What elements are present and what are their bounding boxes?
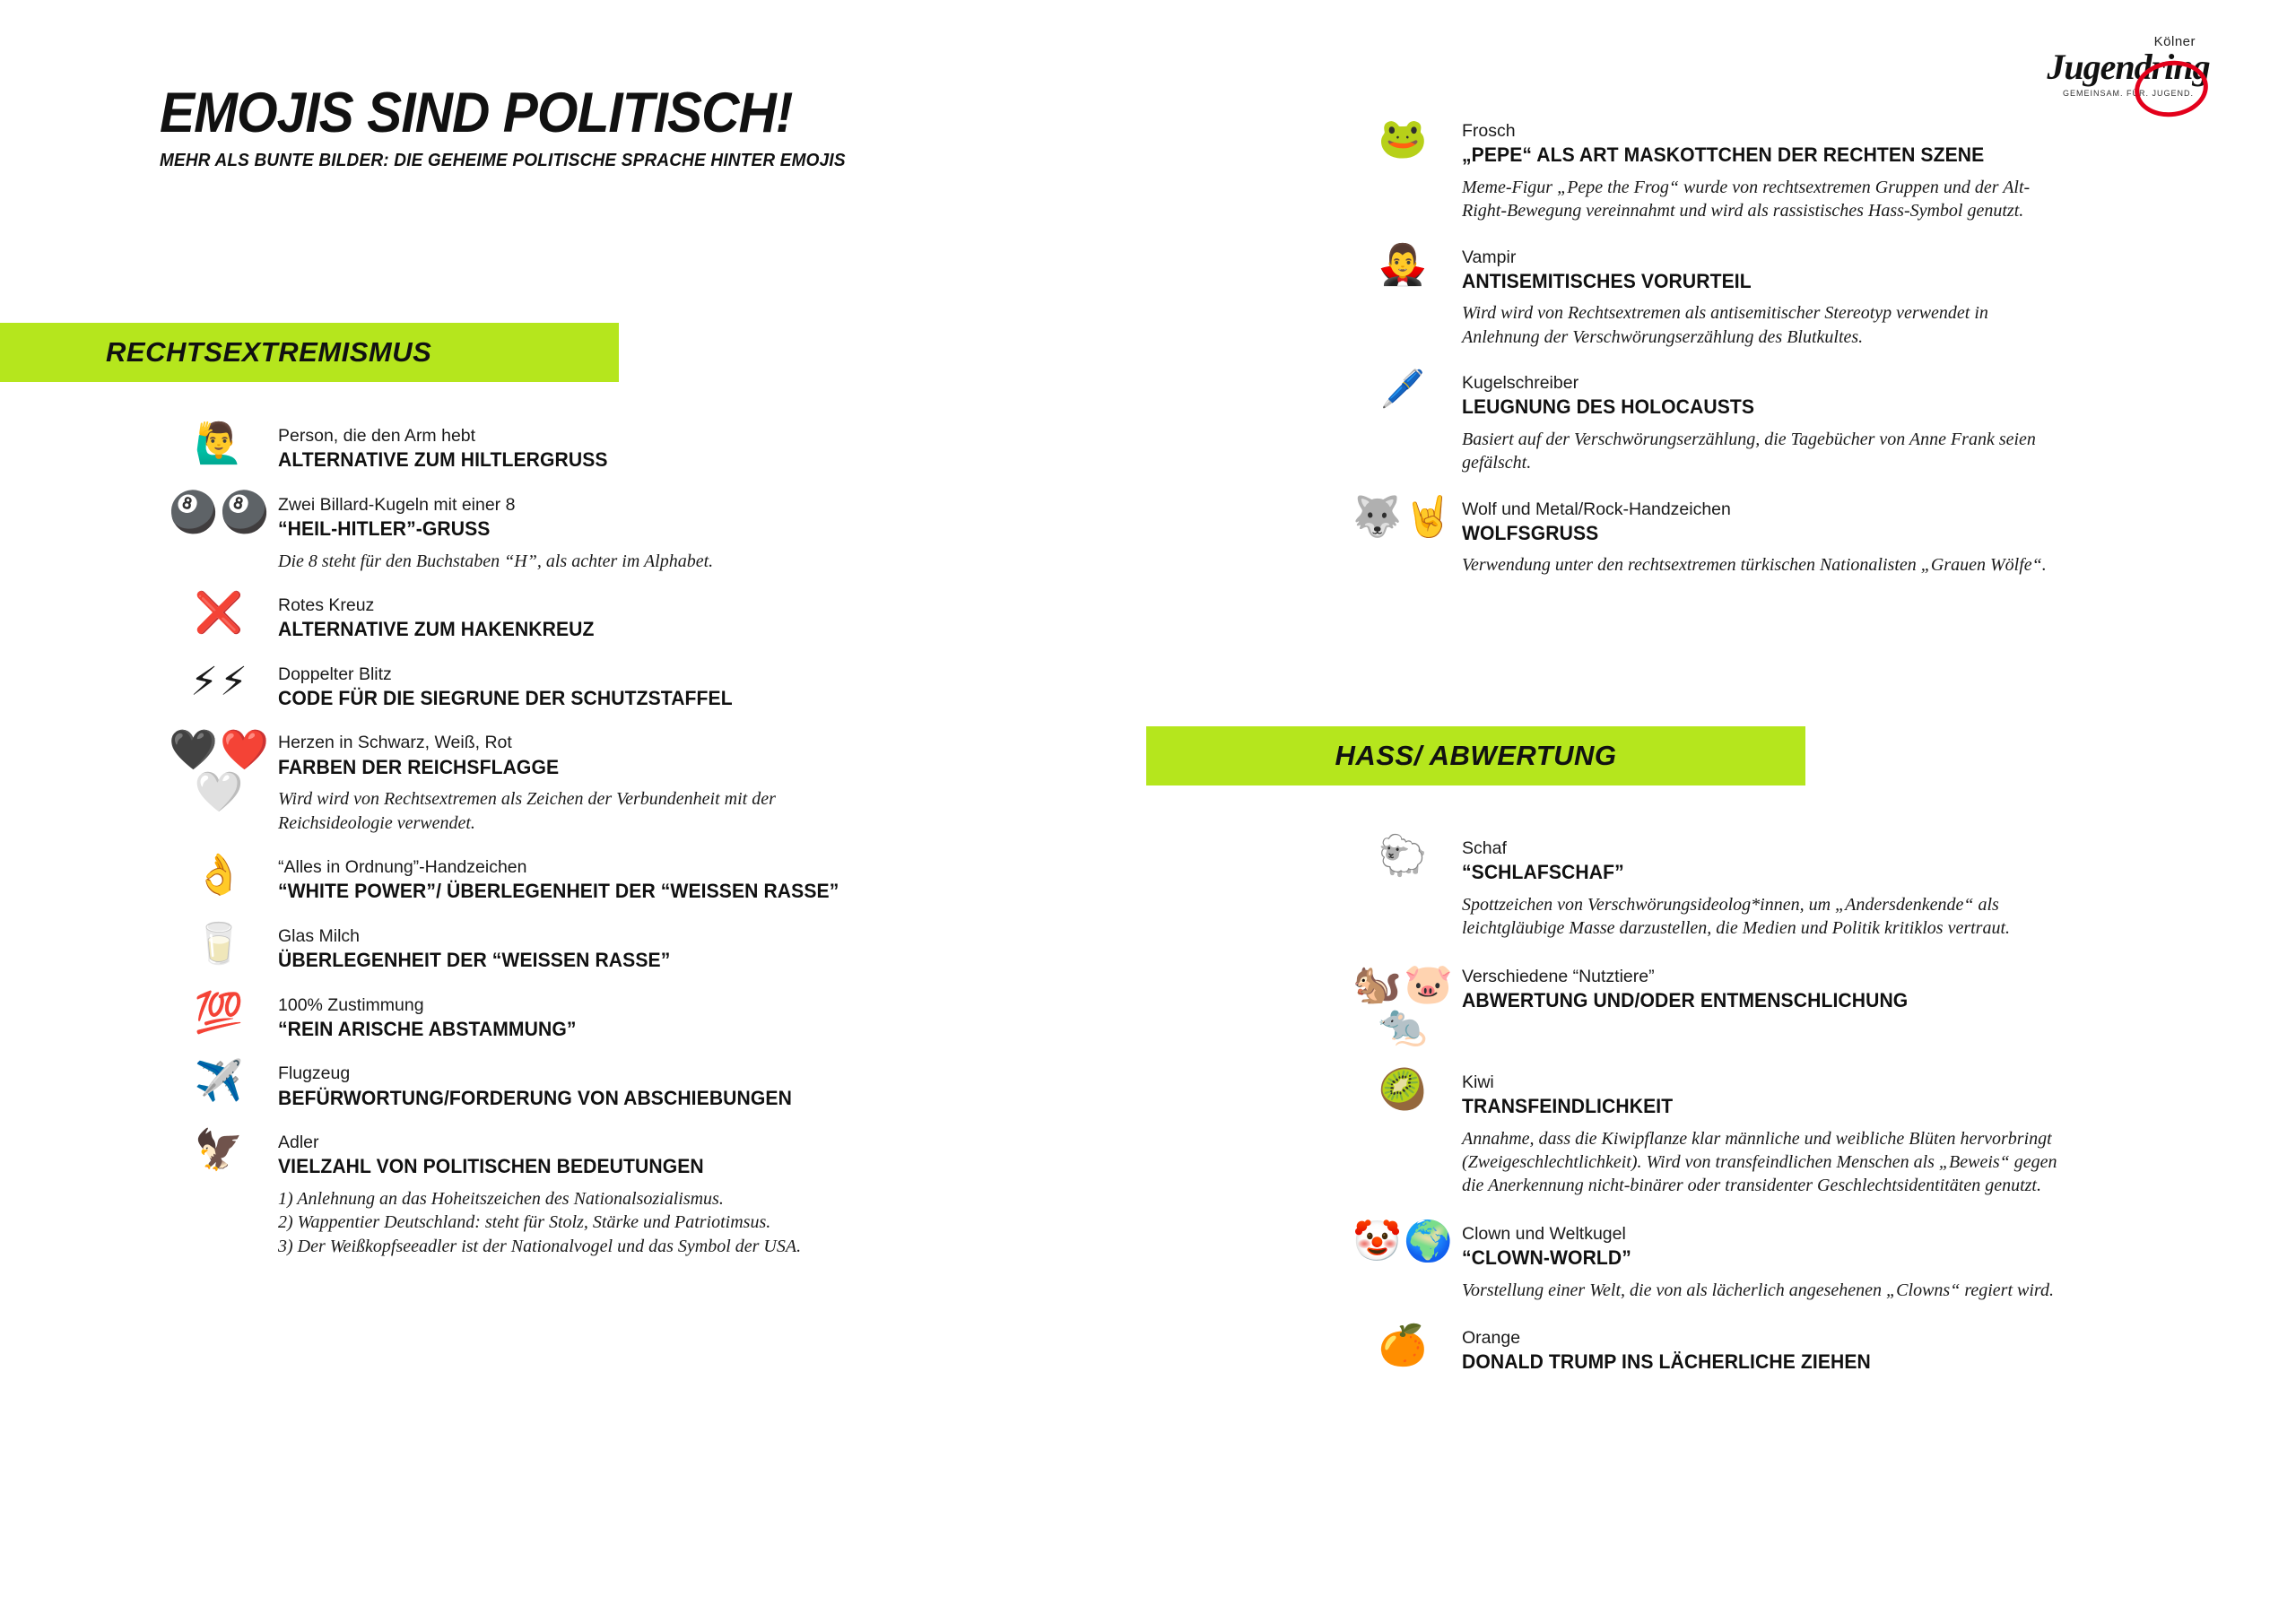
emoji-glyph-airplane: ✈️: [194, 1058, 246, 1105]
emoji-description: Annahme, dass die Kiwipflanze klar männliche und weibliche Blüten hervorbringt (Zweigeschlechtlichkeit). Wird von transfeindlichen Menschen als „Beweis“ gegen die Anerkennung nicht-binärer oder transidenter Geschlechtsidentitäten genutzt.: [1462, 1128, 2057, 1196]
emoji-name: Adler: [278, 1133, 319, 1153]
emoji-name: Verschiedene “Nutztiere”: [1462, 966, 1655, 986]
emoji-name: Flugzeug: [278, 1063, 351, 1084]
emoji-description: Wird wird von Rechtsextremen als Zeichen der Verbundenheit mit der Reichsideologie verwendet.: [278, 789, 776, 833]
emoji-meaning: “CLOWN-WORLD”: [1462, 1246, 1631, 1270]
emoji-meaning: „PEPE“ ALS ART MASKOTTCHEN DER RECHTEN SZENE: [1462, 143, 1985, 167]
emoji-entry: [161, 591, 1058, 642]
emoji-entry: [161, 991, 1058, 1042]
emoji-entry: [1345, 1068, 2242, 1198]
emoji-entry: [1345, 962, 2242, 1046]
emoji-entry: [161, 922, 1058, 973]
entry-list-rechtsextremismus-left: [161, 421, 1058, 1276]
emoji-meaning: “SCHLAFSCHAF”: [1462, 861, 1624, 884]
emoji-entry: [161, 853, 1058, 904]
emoji-meaning: VIELZAHL VON POLITISCHEN BEDEUTUNGEN: [278, 1155, 704, 1178]
emoji-name: Orange: [1462, 1328, 1521, 1349]
emoji-meaning: “HEIL-HITLER”-GRUSS: [278, 517, 491, 541]
emoji-entry: [1345, 243, 2242, 350]
emoji-entry: [161, 1128, 1058, 1258]
emoji-glyph-kiwi: 🥝: [1378, 1066, 1430, 1113]
emoji-name: Frosch: [1462, 121, 1516, 141]
emoji-name: Herzen in Schwarz, Weiß, Rot: [278, 733, 512, 753]
entry-list-hass-abwertung: [1345, 834, 2242, 1396]
emoji-glyph-sheep: 🐑: [1378, 833, 1430, 879]
page-subtitle: MEHR ALS BUNTE BILDER: DIE GEHEIME POLITISCHE SPRACHE HINTER EMOJIS: [160, 151, 846, 170]
emoji-glyph-wolf-and-horns: 🐺🤘: [1352, 493, 1455, 540]
emoji-entry: [1345, 1324, 2242, 1375]
emoji-description: 1) Anlehnung an das Hoheitszeichen des Nationalsozialismus. 2) Wappentier Deutschland: steht für Stolz, Stärke und Patriotimsus. 3) Der Weißkopfseeadler ist der Nationalvogel und das Symbol der USA.: [278, 1188, 802, 1256]
emoji-entry: [161, 660, 1058, 711]
emoji-name: “Alles in Ordnung”-Handzeichen: [278, 857, 527, 877]
emoji-name: Person, die den Arm hebt: [278, 426, 476, 446]
emoji-description: Spottzeichen von Verschwörungsideolog*innen, um „Andersdenkende“ als leichtgläubige Masse darzustellen, die Medien und Politik kritiklos vertraut.: [1462, 894, 2010, 939]
emoji-name: 100% Zustimmung: [278, 994, 424, 1015]
emoji-glyph-frog: 🐸: [1378, 116, 1430, 161]
emoji-entry: [1345, 369, 2242, 475]
emoji-glyph-glass-of-milk: 🥛: [194, 920, 246, 967]
emoji-name: Kugelschreiber: [1462, 373, 1579, 394]
emoji-description: Wird wird von Rechtsextremen als antisemitischer Stereotyp verwendet in Anlehnung der Verschwörungserzählung des Blutkultes.: [1462, 303, 1988, 347]
emoji-name: Doppelter Blitz: [278, 664, 392, 684]
emoji-entry: [1345, 834, 2242, 941]
emoji-name: Clown und Weltkugel: [1462, 1223, 1626, 1244]
emoji-entry: [161, 421, 1058, 473]
emoji-meaning: DONALD TRUMP INS LÄCHERLICHE ZIEHEN: [1462, 1350, 1871, 1374]
emoji-name: Glas Milch: [278, 925, 361, 946]
emoji-glyph-orange: 🍊: [1378, 1323, 1430, 1369]
page-title: EMOJIS SIND POLITISCH!: [160, 82, 793, 144]
emoji-glyph-person-raising-hand: 🙋‍♂️: [194, 421, 246, 466]
emoji-glyph-double-lightning: ⚡⚡: [190, 658, 249, 705]
emoji-glyph-farm-animals: 🐿️🐷🐀: [1352, 960, 1455, 1048]
page-title-block: [160, 82, 1057, 171]
section-header-rechtsextremismus: [0, 323, 619, 382]
emoji-glyph-clown-and-globe: 🤡🌍: [1352, 1218, 1455, 1264]
emoji-meaning: CODE FÜR DIE SIEGRUNE DER SCHUTZSTAFFEL: [278, 687, 733, 710]
logo-sub-text: GEMEINSAM. FÜR. JUGEND.: [2062, 89, 2194, 98]
emoji-meaning: BEFÜRWORTUNG/FORDERUNG VON ABSCHIEBUNGEN: [278, 1086, 792, 1109]
emoji-name: Rotes Kreuz: [278, 595, 375, 615]
emoji-meaning: “WHITE POWER”/ ÜBERLEGENHEIT DER “WEISSEN RASSE”: [278, 880, 839, 903]
emoji-name: Wolf und Metal/Rock-Handzeichen: [1462, 499, 1731, 519]
emoji-entry: [161, 728, 1058, 835]
emoji-name: Vampir: [1462, 247, 1517, 267]
emoji-meaning: TRANSFEINDLICHKEIT: [1462, 1095, 1674, 1118]
entry-list-rechtsextremismus-right: [1345, 117, 2242, 597]
emoji-description: Vorstellung einer Welt, die von als lächerlich angesehenen „Clowns“ regiert wird.: [1462, 1280, 2054, 1300]
emoji-glyph-eagle: 🦅: [194, 1127, 246, 1174]
emoji-description: Verwendung unter den rechtsextremen türkischen Nationalisten „Grauen Wölfe“.: [1462, 555, 2047, 576]
emoji-entry: [161, 1059, 1058, 1110]
section-label: RECHTSEXTREMISMUS: [106, 336, 432, 368]
emoji-meaning: ÜBERLEGENHEIT DER “WEISSEN RASSE”: [278, 949, 671, 972]
logo-main-text: Jugendring: [2047, 47, 2210, 87]
emoji-glyph-hundred-points: 💯: [194, 989, 246, 1036]
emoji-entry: [1345, 1219, 2242, 1302]
emoji-glyph-pen: 🖊️: [1380, 369, 1427, 411]
emoji-meaning: FARBEN DER REICHSFLAGGE: [278, 755, 560, 778]
emoji-meaning: ABWERTUNG UND/ODER ENTMENSCHLICHUNG: [1462, 988, 1909, 1011]
emoji-meaning: WOLFSGRUSS: [1462, 522, 1599, 545]
emoji-name: Schaf: [1462, 838, 1507, 858]
section-label: HASS/ ABWERTUNG: [1335, 740, 1617, 771]
emoji-glyph-vampire: 🧛‍♂️: [1378, 241, 1430, 288]
emoji-name: Zwei Billard-Kugeln mit einer 8: [278, 494, 516, 515]
emoji-glyph-cross-mark: ❌: [194, 589, 246, 636]
emoji-meaning: “REIN ARISCHE ABSTAMMUNG”: [278, 1017, 577, 1040]
emoji-name: Kiwi: [1462, 1072, 1494, 1092]
emoji-meaning: ALTERNATIVE ZUM HILTLERGRUSS: [278, 448, 608, 472]
section-header-hass-abwertung: [1146, 726, 1805, 785]
emoji-entry: [1345, 495, 2242, 577]
emoji-meaning: ALTERNATIVE ZUM HAKENKREUZ: [278, 618, 595, 641]
emoji-meaning: ANTISEMITISCHES VORURTEIL: [1462, 269, 1752, 292]
emoji-glyph-billiard-balls: 🎱🎱: [169, 489, 271, 535]
emoji-description: Meme-Figur „Pepe the Frog“ wurde von rechtsextremen Gruppen und der Alt- Right-Bewegung vereinnahmt und wird als rassistisches Hass-Symbol genutzt.: [1462, 177, 2031, 221]
emoji-meaning: LEUGNUNG DES HOLOCAUSTS: [1462, 395, 1755, 419]
emoji-entry: [161, 490, 1058, 573]
emoji-entry: [1345, 117, 2242, 223]
emoji-glyph-ok-hand: 👌: [194, 852, 246, 898]
emoji-glyph-hearts-black-red-white: 🖤❤️🤍: [169, 727, 271, 815]
emoji-description: Die 8 steht für den Buchstaben “H”, als achter im Alphabet.: [278, 551, 714, 571]
logo-top-text: Kölner: [2153, 34, 2196, 49]
emoji-description: Basiert auf der Verschwörungserzählung, die Tagebücher von Anne Frank seien gefälscht.: [1462, 429, 2036, 473]
